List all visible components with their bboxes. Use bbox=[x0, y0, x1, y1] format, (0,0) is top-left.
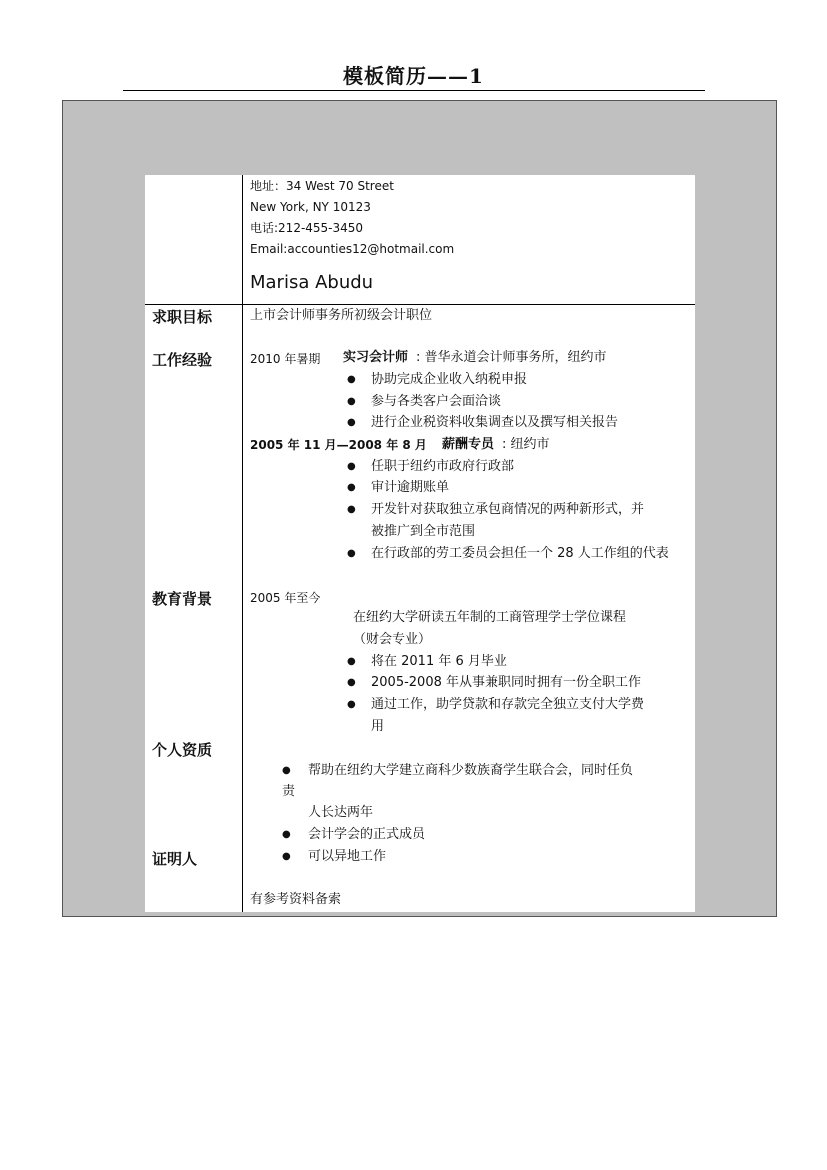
address-line-2: New York, NY 10123 bbox=[250, 200, 371, 214]
job2-bullet-1: 任职于纽约市政府行政部 bbox=[371, 459, 515, 474]
address-line-1: 地址：34 West 70 Street bbox=[250, 179, 394, 193]
header-divider bbox=[145, 304, 695, 305]
email-line: Email:accounties12@hotmail.com bbox=[250, 242, 455, 256]
qualification-bullet-3: 可以异地工作 bbox=[308, 849, 387, 864]
job2-bullet-3-cont: 被推广到全市范围 bbox=[371, 524, 476, 539]
objective-label: 求职目标 bbox=[152, 308, 213, 326]
job1-bullet-2: 参与各类客户会面洽谈 bbox=[371, 394, 502, 409]
bullet-icon: ● bbox=[347, 461, 356, 472]
job2-bullet-2: 审计逾期账单 bbox=[371, 480, 450, 495]
bullet-icon: ● bbox=[347, 396, 356, 407]
job2-bullet-4: 在行政部的劳工委员会担任一个 28 人工作组的代表 bbox=[371, 546, 669, 561]
job1-bullet-1: 协助完成企业收入纳税申报 bbox=[371, 372, 528, 387]
bullet-icon: ● bbox=[347, 482, 356, 493]
job2-employer: : 纽约市 bbox=[502, 437, 550, 452]
bullet-icon: ● bbox=[282, 851, 291, 862]
bullet-icon: ● bbox=[347, 656, 356, 667]
job1-employer: : 普华永道会计师事务所，纽约市 bbox=[416, 350, 607, 365]
qualification-bullet-2: 会计学会的正式成员 bbox=[308, 827, 426, 842]
education-program: 在纽约大学研读五年制的工商管理学士学位课程 bbox=[353, 610, 627, 625]
job1-date: 2010 年暑期 bbox=[250, 352, 321, 366]
bullet-icon: ● bbox=[282, 765, 291, 776]
job2-date: 2005 年 11 月—2008 年 8 月 bbox=[250, 438, 427, 452]
qualification-bullet-1: 帮助在纽约大学建立商科少数族裔学生联合会，同时任负 bbox=[308, 763, 634, 778]
document-title: 模板简历——1 bbox=[343, 64, 484, 88]
bullet-icon: ● bbox=[347, 677, 356, 688]
job2-title: 薪酬专员 bbox=[442, 437, 495, 452]
education-bullet-1: 将在 2011 年 6 月毕业 bbox=[371, 654, 507, 669]
qualification-bullet-1-cont: 责 bbox=[282, 784, 296, 799]
job1-title: 实习会计师 bbox=[343, 350, 409, 365]
education-label: 教育背景 bbox=[152, 590, 213, 608]
experience-label: 工作经验 bbox=[152, 351, 213, 369]
phone-line: 电话:212-455-3450 bbox=[250, 221, 364, 235]
job1-bullet-3: 进行企业税资料收集调查以及撰写相关报告 bbox=[371, 415, 619, 430]
resume-paper bbox=[145, 175, 695, 912]
title-underline bbox=[123, 90, 705, 91]
bullet-icon: ● bbox=[347, 699, 356, 710]
education-bullet-2: 2005-2008 年从事兼职同时拥有一份全职工作 bbox=[371, 675, 641, 690]
bullet-icon: ● bbox=[347, 504, 356, 515]
references-text: 有参考资料备索 bbox=[250, 892, 342, 907]
education-bullet-3: 通过工作，助学贷款和存款完全独立支付大学费 bbox=[371, 697, 645, 712]
references-label: 证明人 bbox=[152, 850, 198, 868]
education-date: 2005 年至今 bbox=[250, 591, 321, 605]
candidate-name: Marisa Abudu bbox=[250, 272, 374, 293]
education-bullet-3-cont: 用 bbox=[371, 719, 385, 734]
qualification-bullet-1-cont2: 人长达两年 bbox=[308, 805, 374, 820]
bullet-icon: ● bbox=[347, 548, 356, 559]
column-divider bbox=[242, 175, 243, 912]
education-major: （财会专业） bbox=[353, 632, 432, 647]
objective-text: 上市会计师事务所初级会计职位 bbox=[250, 308, 433, 323]
qualifications-label: 个人资质 bbox=[152, 741, 213, 759]
bullet-icon: ● bbox=[347, 374, 356, 385]
bullet-icon: ● bbox=[347, 417, 356, 428]
bullet-icon: ● bbox=[282, 829, 291, 840]
job2-bullet-3: 开发针对获取独立承包商情况的两种新形式，并 bbox=[371, 502, 645, 517]
